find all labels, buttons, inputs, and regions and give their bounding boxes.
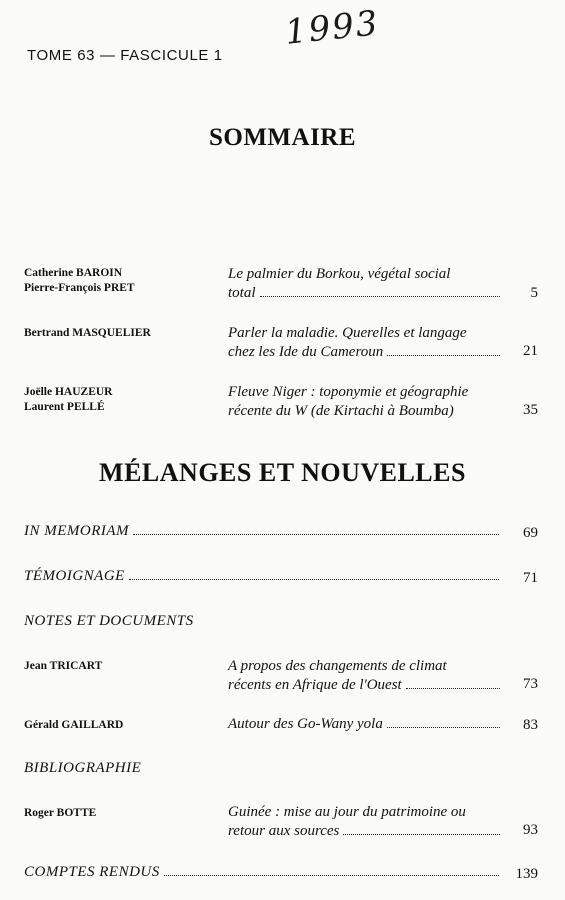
dot-leader bbox=[133, 534, 499, 535]
melanges-heading: MÉLANGES ET NOUVELLES bbox=[99, 458, 466, 487]
page-number: 71 bbox=[523, 570, 538, 586]
dot-leader bbox=[343, 834, 500, 835]
title-line: retour aux sources bbox=[228, 823, 340, 839]
dot-leader bbox=[387, 727, 500, 728]
title-line: Parler la maladie. Querelles et langage bbox=[228, 325, 467, 341]
author-name: Roger BOTTE bbox=[24, 807, 97, 819]
entry-title bbox=[228, 265, 503, 303]
entry-title bbox=[228, 657, 503, 695]
author-name: Gérald GAILLARD bbox=[24, 719, 124, 731]
volume-issue-header: TOME 63 — FASCICULE 1 bbox=[27, 47, 223, 64]
dot-leader bbox=[129, 579, 499, 580]
entry-title-with-leader bbox=[228, 715, 503, 734]
title-line-with-leader bbox=[228, 822, 503, 841]
entry-authors bbox=[24, 326, 151, 341]
section-label: IN MEMORIAM bbox=[24, 523, 130, 539]
title-line: Le palmier du Borkou, végétal social bbox=[228, 266, 451, 282]
section-label: TÉMOIGNAGE bbox=[24, 568, 125, 584]
entry-authors bbox=[24, 806, 96, 821]
title-line: total bbox=[228, 285, 256, 301]
author-name: Catherine BAROIN bbox=[24, 267, 123, 279]
author-name: Jean TRICART bbox=[24, 660, 103, 672]
dot-leader bbox=[406, 688, 500, 689]
in-memoriam-row bbox=[24, 523, 502, 540]
title-line-with-leader bbox=[228, 343, 503, 362]
page-number: 5 bbox=[530, 285, 538, 301]
title-line: Guinée : mise au jour du patrimoine ou bbox=[228, 804, 466, 820]
notes-heading: NOTES ET DOCUMENTS bbox=[24, 613, 194, 629]
entry-authors bbox=[24, 385, 112, 415]
page-number: 21 bbox=[523, 343, 538, 359]
page-number: 73 bbox=[523, 676, 538, 692]
entry-authors bbox=[24, 659, 102, 674]
comptes-rendus-row bbox=[24, 864, 502, 881]
title-line: récents en Afrique de l'Ouest bbox=[228, 677, 402, 693]
page-number: 35 bbox=[523, 402, 538, 418]
page-number: 69 bbox=[523, 525, 538, 541]
title-line-with-leader bbox=[228, 284, 503, 303]
page-number: 83 bbox=[523, 717, 538, 733]
author-name: Laurent PELLÉ bbox=[24, 401, 105, 413]
title-line: chez les Ide du Cameroun bbox=[228, 344, 384, 360]
title-line: A propos des changements de climat bbox=[228, 658, 447, 674]
title-line: Autour des Go-Wany yola bbox=[228, 716, 383, 732]
entry-title bbox=[228, 803, 503, 841]
title-line-with-leader bbox=[228, 676, 503, 695]
page-number: 139 bbox=[515, 866, 538, 882]
bibliographie-heading: BIBLIOGRAPHIE bbox=[24, 760, 142, 776]
author-name: Joëlle HAUZEUR bbox=[24, 386, 113, 398]
entry-title bbox=[228, 324, 503, 362]
author-name: Bertrand MASQUELIER bbox=[24, 327, 151, 339]
dot-leader bbox=[387, 355, 500, 356]
author-name: Pierre-François PRET bbox=[24, 282, 135, 294]
sommaire-heading: SOMMAIRE bbox=[208, 124, 357, 151]
section-label: COMPTES RENDUS bbox=[24, 864, 160, 880]
title-line: récente du W (de Kirtachi à Boumba) bbox=[228, 403, 454, 419]
page-number: 93 bbox=[523, 822, 538, 838]
entry-title bbox=[228, 383, 503, 421]
temoignage-row bbox=[24, 568, 502, 585]
handwritten-year: 1993 bbox=[283, 3, 382, 53]
dot-leader bbox=[164, 875, 499, 876]
entry-authors bbox=[24, 266, 135, 296]
entry-authors bbox=[24, 718, 123, 733]
dot-leader bbox=[260, 296, 500, 297]
title-line: Fleuve Niger : toponymie et géographie bbox=[228, 384, 469, 400]
